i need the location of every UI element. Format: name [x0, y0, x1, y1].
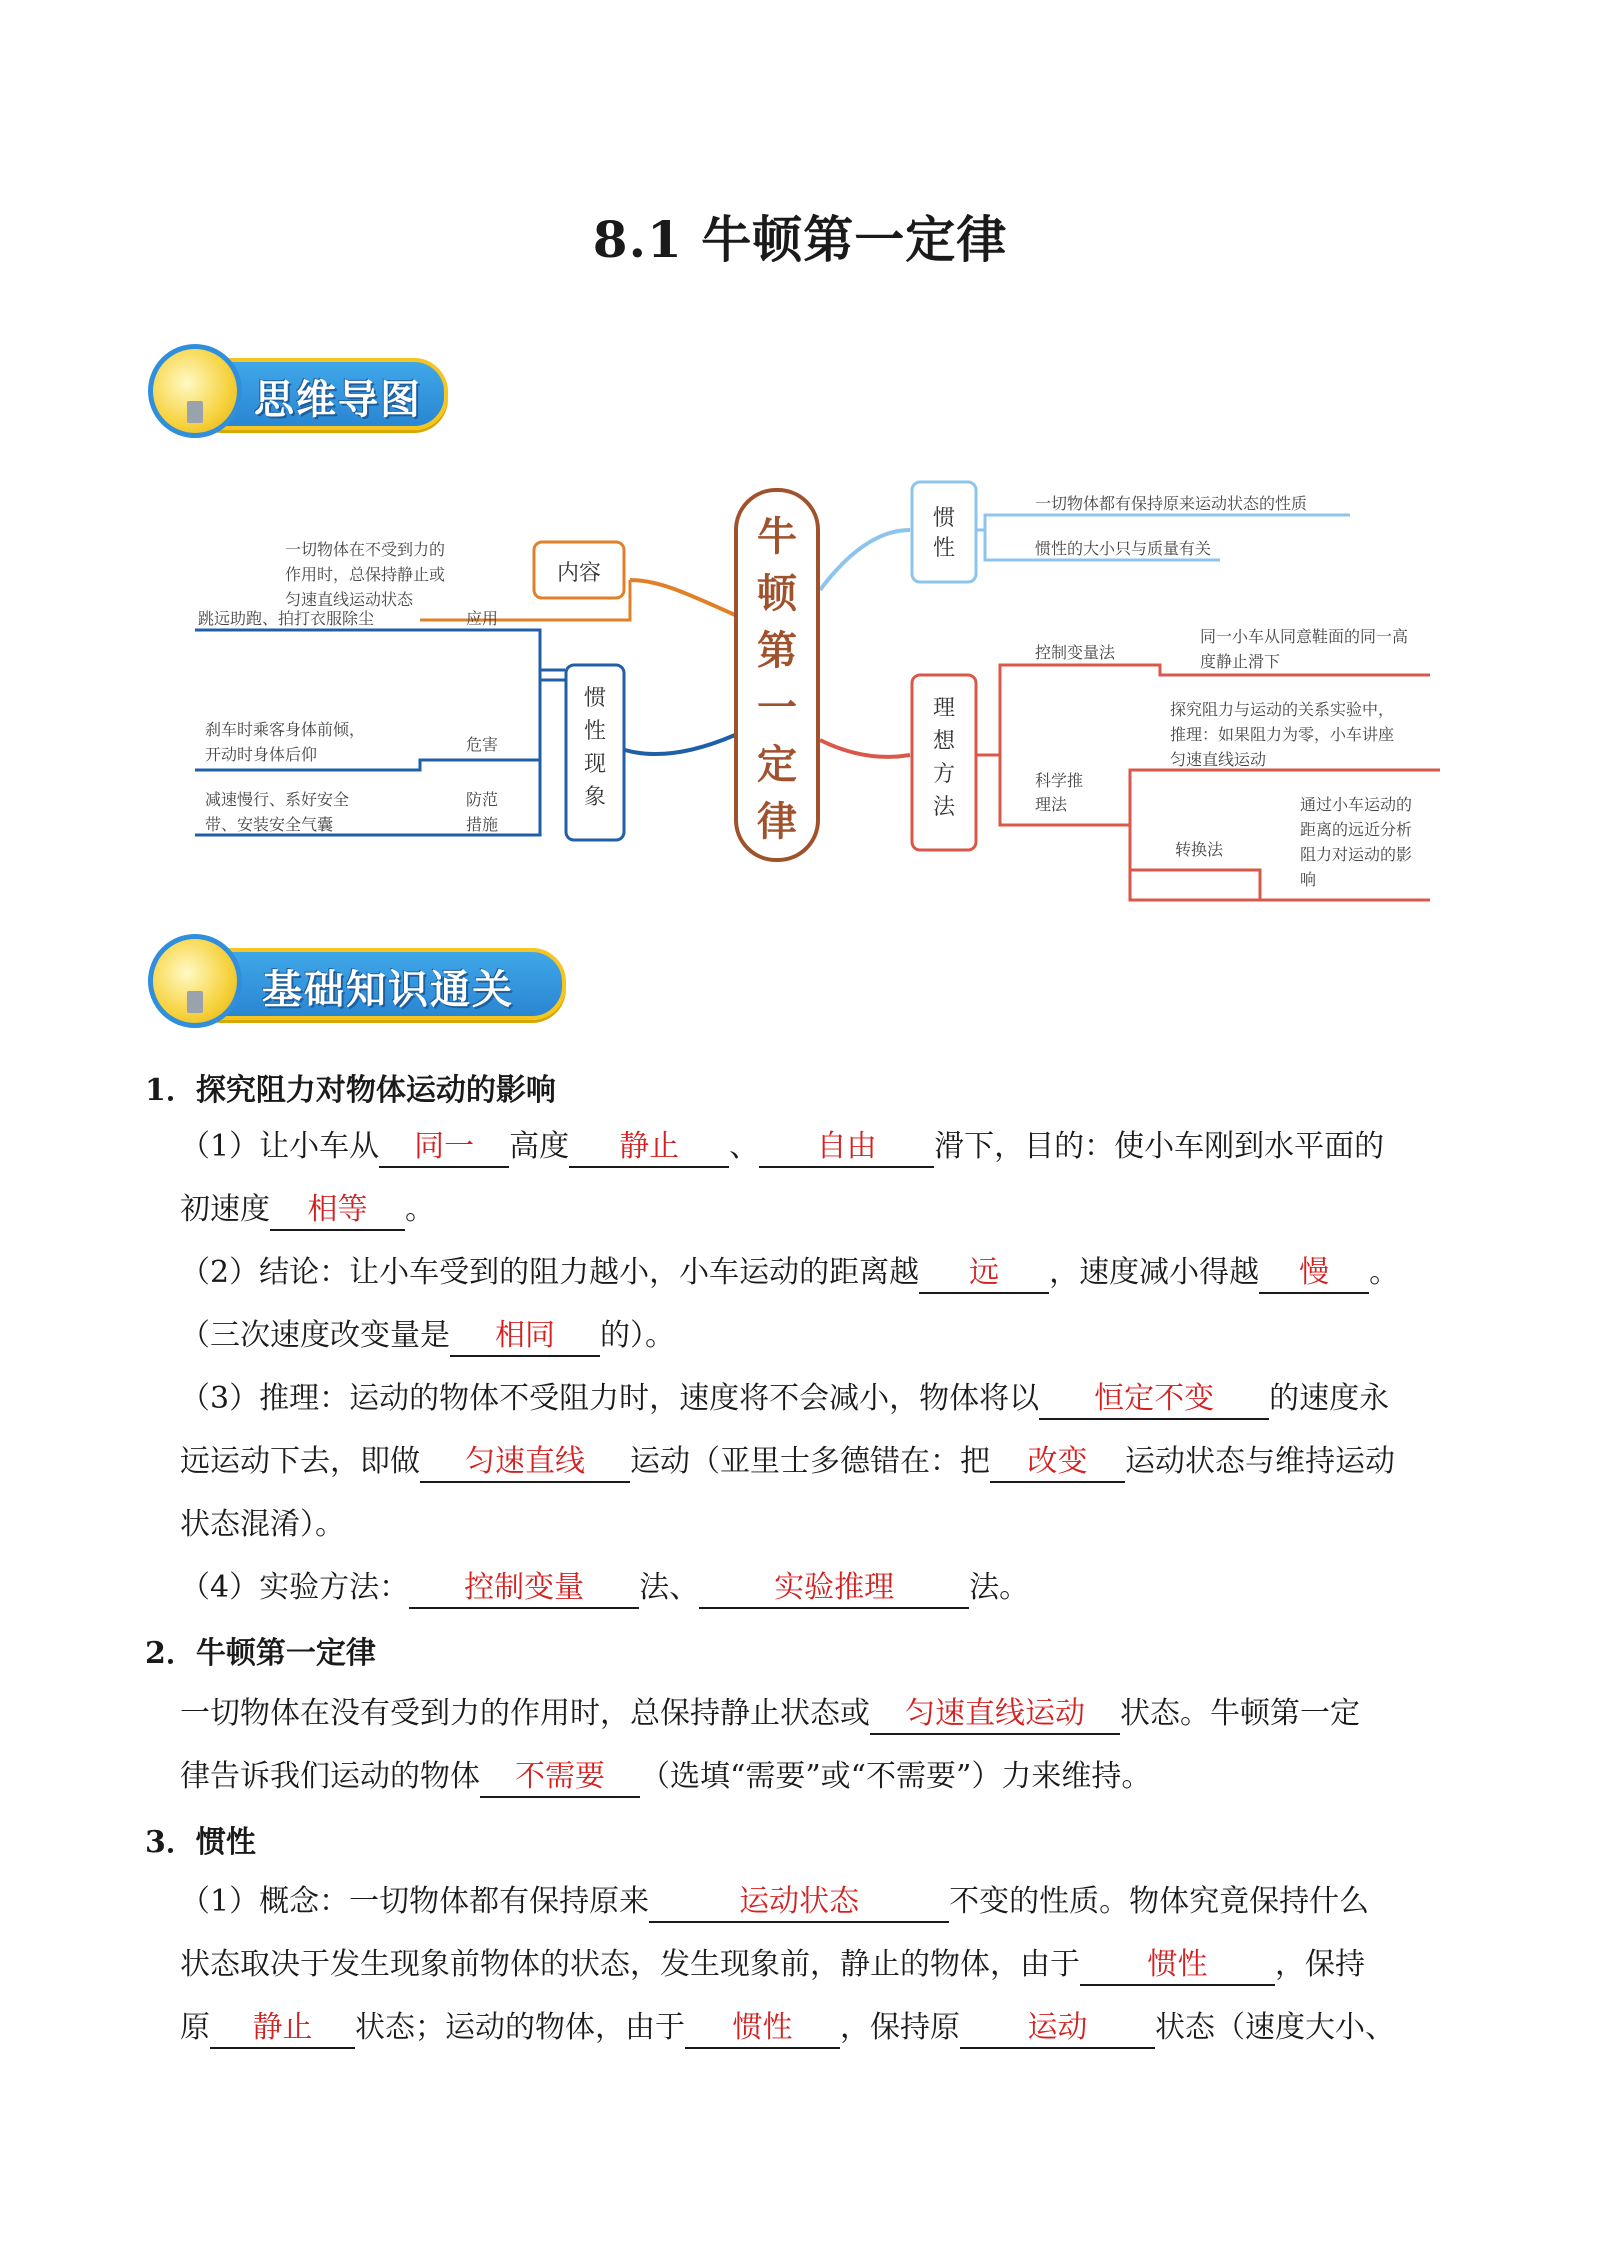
- page-title: 8.1 牛顿第一定律: [592, 210, 1008, 269]
- center-char: 牛: [757, 513, 797, 560]
- inertia-label: 惯: [932, 506, 956, 531]
- conversion-desc: 响: [1300, 870, 1317, 889]
- answer-blank: 运动状态: [649, 1883, 949, 1923]
- reasoning-name: 理法: [1035, 795, 1068, 814]
- answer-blank: 惯性: [1080, 1946, 1275, 1986]
- paragraph: 一切物体在没有受到力的作用时，总保持静止状态或 匀速直线运动 状态。牛顿第一定: [180, 1682, 1480, 1745]
- answer-blank: 运动: [960, 2009, 1155, 2049]
- control-variable-name: 控制变量法: [1035, 643, 1116, 662]
- center-char: 律: [757, 798, 797, 845]
- answer-blank: 同一: [379, 1128, 509, 1168]
- phenomena-desc: 带、安装安全气囊: [205, 815, 334, 834]
- lightbulb-icon: [148, 934, 242, 1028]
- content-desc: 作用时，总保持静止或: [285, 565, 446, 584]
- phenomena-desc: 开动时身体后仰: [205, 745, 318, 764]
- phenomena-label: 现: [583, 752, 607, 777]
- content-desc: 匀速直线运动状态: [285, 590, 414, 609]
- answer-blank: 匀速直线运动: [870, 1695, 1120, 1735]
- phenomena-label: 惯: [583, 686, 607, 711]
- center-char: 一: [757, 684, 797, 731]
- answer-blank: 实验推理: [699, 1569, 969, 1609]
- answer-blank: 控制变量: [409, 1569, 639, 1609]
- phenomena-tag: 应用: [466, 609, 499, 628]
- method-label: 方: [932, 762, 956, 787]
- basics-banner-label: 基础知识通关: [262, 967, 514, 1013]
- paragraph: （3）推理：运动的物体不受阻力时，速度将不会减小，物体将以 恒定不变 的速度永: [180, 1367, 1480, 1430]
- phenomena-tag: 措施: [466, 815, 499, 834]
- mindmap-banner: [148, 350, 448, 434]
- inertia-node: [912, 482, 976, 582]
- phenomena-label: 性: [583, 719, 607, 744]
- control-variable-desc: 度静止滑下: [1200, 652, 1281, 671]
- paragraph: （2）结论：让小车受到的阻力越小，小车运动的距离越 远 ，速度减小得越 慢 。: [180, 1241, 1480, 1304]
- answer-blank: 远: [919, 1254, 1049, 1294]
- answer-blank: 恒定不变: [1039, 1380, 1269, 1420]
- reasoning-desc: 匀速直线运动: [1170, 750, 1267, 769]
- reasoning-desc: 推理：如果阻力为零，小车讲座: [1170, 725, 1395, 744]
- answer-blank: 静止: [569, 1128, 729, 1168]
- center-char: 第: [757, 627, 797, 674]
- paragraph: 律告诉我们运动的物体 不需要 （选填“需要”或“不需要”）力来维持。: [180, 1745, 1480, 1808]
- phenomena-desc: 刹车时乘客身体前倾，: [205, 720, 366, 739]
- content-desc: 一切物体在不受到力的: [285, 540, 446, 559]
- paragraph: （1）概念：一切物体都有保持原来 运动状态 不变的性质。物体究竟保持什么: [180, 1870, 1480, 1933]
- answer-blank: 匀速直线: [420, 1443, 630, 1483]
- phenomena-desc: 减速慢行、系好安全: [205, 790, 350, 809]
- center-char: 定: [757, 741, 797, 788]
- answer-blank: 相等: [270, 1191, 405, 1231]
- conversion-desc: 阻力对运动的影: [1300, 845, 1413, 864]
- inertia-label: 性: [932, 536, 956, 561]
- answer-blank: 相同: [450, 1317, 600, 1357]
- phenomena-tag: 危害: [466, 735, 499, 754]
- mindmap-banner-label: 思维导图: [254, 377, 422, 423]
- paragraph: （1）让小车从 同一 高度 静止 、 自由 滑下，目的：使小车刚到水平面的: [180, 1115, 1480, 1178]
- answer-blank: 自由: [759, 1128, 934, 1168]
- paragraph: 原 静止 状态；运动的物体，由于 惯性 ，保持原 运动 状态（速度大小、: [180, 1996, 1480, 2059]
- conversion-name: 转换法: [1175, 840, 1224, 859]
- section-heading: 2．牛顿第一定律: [145, 1636, 376, 1671]
- answer-blank: 惯性: [685, 2009, 840, 2049]
- control-variable-desc: 同一小车从同意鞋面的同一高: [1200, 627, 1409, 646]
- paragraph: 初速度 相等 。: [180, 1178, 1480, 1241]
- phenomena-desc: 跳远助跑、拍打衣服除尘: [198, 609, 375, 628]
- answer-blank: 慢: [1259, 1254, 1369, 1294]
- answer-blank: 不需要: [480, 1758, 640, 1798]
- reasoning-name: 科学推: [1035, 771, 1084, 790]
- content-label: 内容: [556, 561, 602, 586]
- paragraph: （4）实验方法： 控制变量 法、 实验推理 法。: [180, 1556, 1480, 1619]
- inertia-item: 惯性的大小只与质量有关: [1035, 539, 1212, 558]
- section-heading: 1．探究阻力对物体运动的影响: [145, 1073, 556, 1108]
- inertia-item: 一切物体都有保持原来运动状态的性质: [1035, 494, 1308, 513]
- phenomena-tag: 防范: [466, 790, 499, 809]
- answer-blank: 改变: [990, 1443, 1125, 1483]
- section-heading: 3．惯性: [145, 1825, 256, 1860]
- basics-banner: [148, 940, 568, 1024]
- method-label: 法: [932, 795, 956, 820]
- lightbulb-icon: [148, 344, 242, 438]
- paragraph: 状态混淆）。: [180, 1507, 345, 1542]
- paragraph: 远运动下去，即做 匀速直线 运动（亚里士多德错在：把 改变 运动状态与维持运动: [180, 1430, 1480, 1493]
- reasoning-desc: 探究阻力与运动的关系实验中，: [1170, 700, 1395, 719]
- center-char: 顿: [757, 570, 797, 617]
- paragraph: （三次速度改变量是 相同 的）。: [180, 1304, 1480, 1367]
- conversion-desc: 通过小车运动的: [1300, 795, 1413, 814]
- method-label: 想: [932, 729, 956, 754]
- answer-blank: 静止: [210, 2009, 355, 2049]
- phenomena-label: 象: [583, 785, 607, 810]
- conversion-desc: 距离的远近分析: [1300, 820, 1413, 839]
- paragraph: 状态取决于发生现象前物体的状态，发生现象前，静止的物体，由于 惯性 ，保持: [180, 1933, 1480, 1996]
- method-label: 理: [932, 696, 956, 721]
